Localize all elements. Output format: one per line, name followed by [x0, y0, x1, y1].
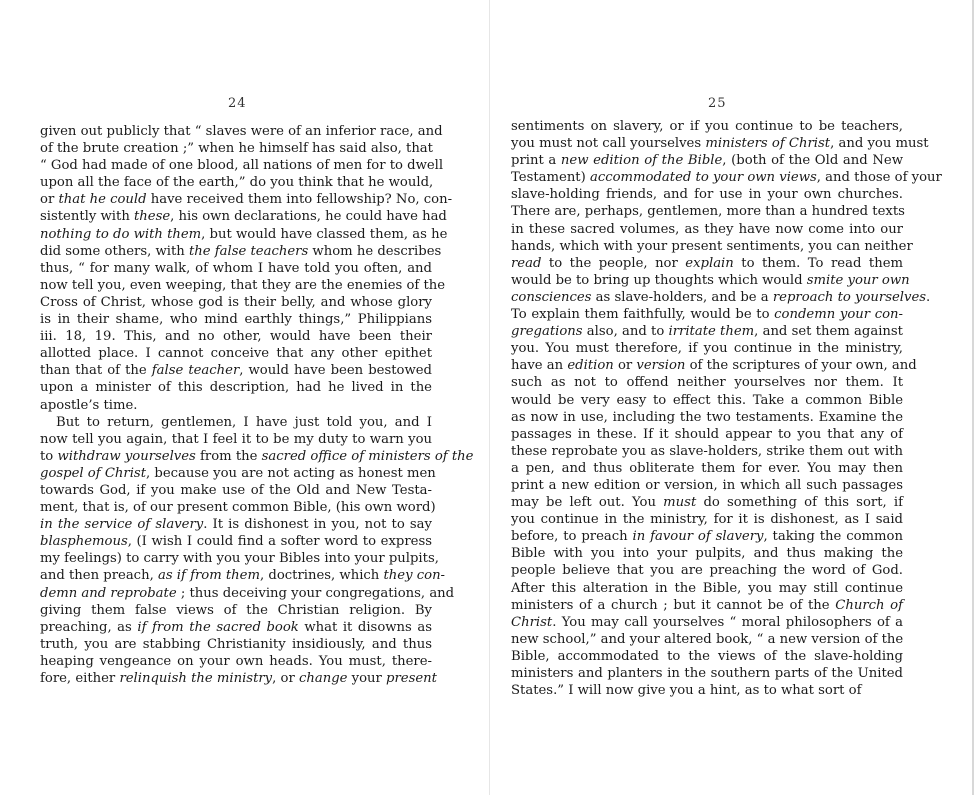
text-line	[40, 157, 444, 174]
italic-text: that he could	[58, 192, 147, 208]
italic-text: the false teachers	[188, 243, 309, 259]
text-line	[40, 465, 436, 482]
text-line	[511, 409, 903, 426]
text-run: ministers and planters in the southern parts of the United	[511, 666, 903, 681]
text-run: Bible, accommodated to the views of the slave-holding	[511, 648, 903, 664]
italic-text: relinquish the ministry	[119, 671, 273, 686]
italic-text: ministers of Christ	[705, 136, 831, 152]
italic-text: read	[511, 255, 542, 271]
text-run: would be to bring up thoughts which would	[511, 272, 807, 288]
text-line	[40, 140, 432, 157]
text-line	[40, 294, 432, 311]
text-run: or	[613, 358, 637, 374]
text-line	[511, 562, 903, 579]
italic-text: condemn your con-	[774, 307, 903, 323]
text-run: sentiments on slavery, or if you continue to be teachers,	[511, 119, 903, 134]
text-run: as slave-holders, and be a	[591, 289, 773, 305]
text-run: heaping vengeance on your own heads. You must, there-	[40, 653, 432, 669]
text-run: , but would have classed them, as he	[201, 226, 448, 242]
text-line	[511, 665, 903, 682]
text-run: towards God, if you make use of the Old and New Testa-	[40, 482, 432, 498]
text-line	[511, 392, 903, 409]
text-line	[511, 374, 903, 391]
italic-text: withdraw yourselves	[57, 448, 196, 464]
text-run: did some others, with	[40, 243, 189, 259]
text-run: preaching, as	[40, 619, 138, 635]
text-line	[511, 477, 903, 494]
italic-text: they con-	[383, 568, 446, 584]
italic-text: gregations	[511, 324, 583, 340]
text-run: now tell you again, that I feel it to be my duty to warn you	[40, 431, 432, 447]
text-run: is in their shame, who mind earthly things,” Philippians	[40, 312, 432, 328]
text-run: print a new edition or version, in which all such passages	[511, 477, 903, 493]
text-line	[40, 397, 432, 414]
text-run: ; thus deceiving your congregations, and	[176, 585, 455, 601]
text-line	[40, 602, 432, 619]
text-run: fore, either	[40, 671, 120, 686]
text-line	[40, 260, 432, 277]
text-run: hands, which with your present sentiments, you can neither	[511, 238, 913, 254]
text-line	[511, 443, 903, 460]
text-run: such as not to offend neither yourselves nor them. It	[511, 375, 903, 391]
text-line	[40, 567, 446, 584]
text-run: would be very easy to effect this. Take a common Bible	[511, 392, 903, 408]
italic-text: reproach to yourselves	[772, 289, 927, 305]
text-run: To explain them faithfully, would be to	[511, 307, 775, 323]
text-line	[40, 516, 432, 533]
italic-text: explain	[685, 255, 734, 271]
italic-text: accommodated to your own views	[589, 170, 817, 186]
text-run: than that of the	[40, 363, 152, 379]
italic-text: if from the sacred book	[137, 619, 299, 635]
text-run: passages in these. If it should appear to you that any of	[511, 426, 903, 442]
text-line	[40, 585, 455, 602]
text-line	[511, 340, 903, 357]
page-number-left: 24	[228, 96, 247, 111]
italic-text: irritate them	[668, 324, 755, 340]
text-line	[40, 431, 432, 448]
text-run: , his own declarations, he could have had	[170, 209, 447, 225]
text-run: , and those of your	[816, 170, 942, 186]
text-line	[511, 135, 929, 152]
italic-text: blasphemous	[40, 534, 128, 550]
text-run: States.” I will now give you a hint, as to what sort of	[511, 683, 862, 699]
text-run: may be left out. You	[511, 495, 664, 511]
text-run: . It is dishonest in you, not to say	[203, 517, 432, 533]
text-line	[511, 545, 903, 562]
text-line	[511, 221, 903, 238]
text-run: in these sacred volumes, as they have now come into our	[511, 221, 903, 237]
text-line	[511, 289, 931, 306]
text-run: to them. To read them	[733, 255, 903, 271]
text-line	[40, 550, 439, 567]
text-run: There are, perhaps, gentlemen, more than a hundred texts	[511, 204, 905, 220]
text-run: as now in use, including the two testaments. Examine the	[511, 409, 903, 425]
italic-text: change	[298, 671, 348, 686]
italic-text: demn and reprobate	[40, 585, 177, 601]
text-run: , or	[272, 671, 299, 686]
text-run: Cross of Christ, whose god is their belly, and whose glory	[40, 294, 432, 310]
text-run: allotted place. I cannot conceive that any other epithet	[40, 346, 432, 362]
text-run: you continue in the ministry, for it is dishonest, as I said	[511, 512, 903, 528]
text-run: sistently with	[40, 209, 134, 225]
text-line	[511, 272, 910, 289]
italic-text: Church of	[835, 597, 903, 613]
text-run: truth, you are stabbing Christianity insidiously, and thus	[40, 636, 432, 652]
text-line	[511, 494, 903, 511]
text-line	[40, 670, 437, 687]
text-run: print a	[511, 153, 561, 169]
text-line	[511, 580, 903, 597]
text-line	[511, 306, 903, 323]
text-line	[40, 362, 432, 379]
text-line	[511, 460, 903, 477]
italic-text: Christ	[511, 614, 553, 630]
text-run: before, to preach	[511, 529, 633, 545]
text-line	[511, 597, 903, 614]
right-page-text	[511, 118, 942, 699]
text-run: what it disowns as	[298, 619, 432, 635]
text-run: , (I wish I could find a softer word to express	[127, 534, 432, 550]
text-run: also, and to	[582, 324, 669, 340]
text-line	[511, 426, 903, 443]
italic-text: these	[134, 209, 171, 225]
text-line	[511, 682, 903, 699]
text-run: and then preach,	[40, 568, 158, 584]
text-line	[40, 619, 432, 636]
text-run: given out publicly that “ slaves were of an inferior race, and	[40, 124, 443, 139]
text-line	[40, 414, 432, 431]
text-run: , (both of the Old and New	[722, 153, 903, 169]
text-line	[40, 636, 432, 653]
text-run: upon all the face of the earth,” do you think that he would,	[40, 175, 434, 191]
text-run: But to return, gentlemen, I have just told you, and I	[56, 414, 432, 430]
text-run: After this alteration in the Bible, you may still continue	[511, 580, 903, 596]
text-run: apostle’s time.	[40, 397, 138, 413]
text-line	[40, 123, 443, 140]
italic-text: consciences	[511, 289, 592, 305]
text-line	[511, 238, 913, 255]
italic-text: in favour of slavery	[632, 529, 764, 545]
italic-text: new edition of the Bible	[560, 153, 723, 169]
text-run: Testament)	[511, 170, 590, 186]
text-run: from the	[195, 448, 262, 464]
text-run: , would have been bestowed	[239, 363, 432, 379]
text-run: of the scriptures of your own, and	[685, 358, 917, 374]
text-run: ment, that is, of our present common Bible, (his own word)	[40, 500, 436, 516]
text-line	[40, 448, 474, 465]
italic-text: as if from them	[157, 568, 260, 584]
text-run: thus, “ for many walk, of whom I have told you often, and	[40, 260, 432, 276]
text-line	[40, 345, 432, 362]
text-line	[511, 255, 903, 272]
italic-text: version	[636, 358, 686, 374]
right-page	[490, 0, 980, 795]
text-run: new school,” and your altered book, “ a new version of the	[511, 631, 904, 647]
text-run: people believe that you are preaching the word of God.	[511, 563, 903, 579]
text-run: , and set them against	[754, 324, 903, 340]
text-line	[40, 499, 436, 516]
text-line	[511, 169, 942, 186]
text-run: giving them false views of the Christian religion. By	[40, 602, 432, 618]
text-run: do something of this sort, if	[696, 495, 903, 511]
text-run: to	[40, 448, 58, 464]
text-run: you must not call yourselves	[511, 136, 706, 152]
text-line	[40, 243, 442, 260]
italic-text: must	[663, 495, 697, 511]
text-line	[40, 328, 432, 345]
text-run: you. You must therefore, if you continue in the ministry,	[511, 341, 903, 357]
italic-text: gospel of Christ	[40, 465, 146, 481]
italic-text: present	[386, 671, 437, 686]
text-run: now tell you, even weeping, that they are the enemies of the	[40, 277, 446, 293]
text-run: iii. 18, 19. This, and no other, would have been their	[40, 329, 432, 345]
italic-text: nothing to do with them	[40, 226, 202, 242]
page-edge-shadow	[972, 0, 974, 795]
text-line	[40, 191, 453, 208]
text-line	[40, 379, 432, 396]
text-run: ministers of a church ; but it cannot be of the	[511, 597, 836, 613]
text-line	[40, 208, 447, 225]
text-line	[40, 311, 432, 328]
text-run: , doctrines, which	[260, 568, 384, 584]
text-line	[511, 323, 903, 340]
text-run: or	[40, 192, 59, 208]
text-run: have received them into fellowship? No, con-	[146, 192, 453, 208]
text-line	[511, 203, 903, 220]
italic-text: false teacher	[151, 363, 240, 379]
text-run: a pen, and thus obliterate them for ever. You may then	[511, 460, 903, 476]
italic-text: in the service of slavery	[40, 517, 204, 533]
italic-text: smite your own	[806, 272, 910, 288]
text-line	[40, 277, 446, 294]
text-run: your	[347, 671, 387, 686]
text-run: , because you are not acting as honest men	[146, 465, 436, 481]
text-run: these reprobate you as slave-holders, strike them out with	[511, 443, 903, 459]
text-run: of the brute creation ;” when he himself has said also, that	[40, 141, 433, 157]
text-run: , and you must	[830, 136, 929, 152]
text-line	[40, 174, 432, 191]
text-run: my feelings) to carry with you your Bibles into your pulpits,	[40, 551, 439, 567]
text-run: , taking the common	[763, 529, 903, 545]
text-run: whom he describes	[308, 243, 442, 259]
text-line	[511, 614, 903, 631]
left-page-text	[40, 123, 474, 687]
text-line	[511, 528, 903, 545]
text-run: to the people, nor	[541, 255, 686, 271]
text-run: upon a minister of this description, had he lived in the	[40, 380, 432, 396]
text-line	[511, 648, 903, 665]
text-run: . You may call yourselves “ moral philosophers of a	[552, 614, 903, 630]
italic-text: edition	[567, 358, 614, 374]
text-line	[511, 152, 903, 169]
text-run: have an	[511, 358, 568, 374]
text-line	[40, 533, 432, 550]
text-line	[511, 511, 903, 528]
text-line	[511, 186, 903, 203]
text-run: .	[926, 289, 931, 305]
italic-text: sacred office of ministers of the	[261, 448, 474, 464]
text-line	[511, 118, 903, 135]
text-line	[511, 631, 903, 648]
text-line	[40, 482, 432, 499]
text-run: “ God had made of one blood, all nations of men for to dwell	[40, 158, 444, 174]
text-line	[40, 226, 448, 243]
page-number-right: 25	[708, 96, 727, 111]
text-line	[511, 357, 917, 374]
text-run: Bible with you into your pulpits, and thus making the	[511, 546, 903, 562]
text-line	[40, 653, 432, 670]
text-run: slave-holding friends, and for use in your own churches.	[511, 187, 903, 203]
